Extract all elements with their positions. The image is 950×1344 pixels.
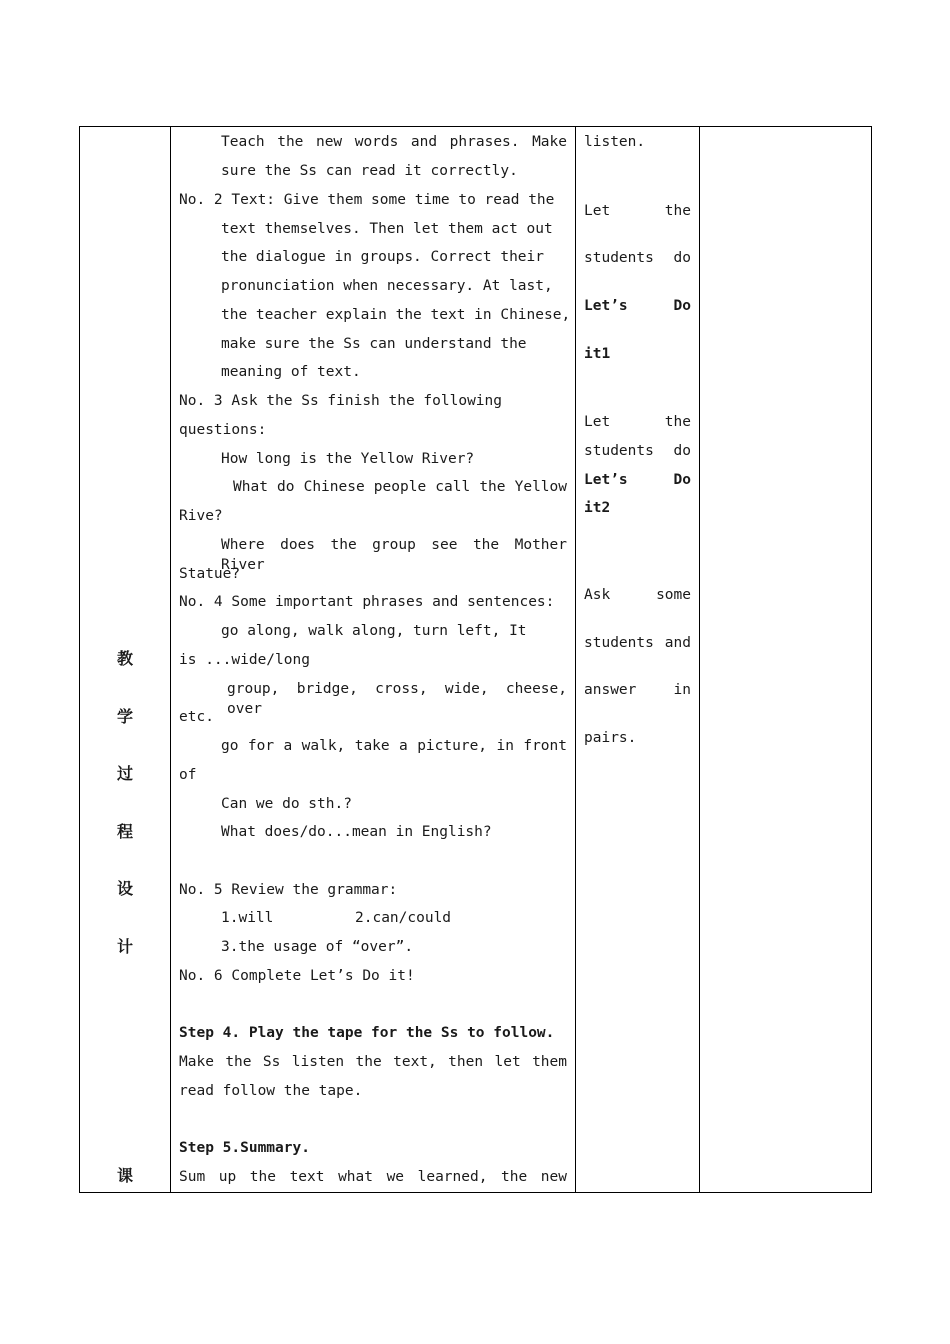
step-line: make sure the Ss can understand the	[221, 336, 527, 352]
phrase-line: What does/do...mean in English?	[221, 824, 492, 840]
activity-line: pairs.	[584, 730, 637, 746]
activity-line: students do	[584, 250, 691, 266]
activity-title: it2	[584, 500, 611, 516]
step-line: pronunciation when necessary. At last,	[221, 278, 553, 294]
activity-title: it1	[584, 346, 611, 362]
step-line: sure the Ss can read it correctly.	[221, 163, 518, 179]
phrase-line: is ...wide/long	[179, 652, 310, 668]
grammar-item: 1.will	[221, 910, 274, 926]
question-line: Statue?	[179, 566, 241, 582]
step-heading: No. 4 Some important phrases and sentences:	[179, 594, 555, 610]
activity-line: listen.	[584, 134, 646, 150]
phrase-line: group, bridge, cross, wide, cheese, over	[227, 681, 567, 717]
phrase-line: etc.	[179, 709, 214, 725]
step-heading: No. 2 Text: Give them some time to read the	[179, 192, 555, 208]
activity-line: Ask some	[584, 587, 691, 603]
step-line: meaning of text.	[221, 364, 361, 380]
label-char: 计	[116, 937, 133, 956]
question-line: How long is the Yellow River?	[221, 451, 475, 467]
question-line: Where does the group see the Mother River	[221, 537, 567, 573]
activity-line: answer in	[584, 682, 691, 698]
teaching-steps-column	[171, 127, 575, 1192]
grammar-item: 3.the usage of “over”.	[221, 939, 414, 955]
activity-title: Let’s Do	[584, 298, 691, 314]
grammar-item: 2.can/could	[355, 910, 452, 926]
step-line: Teach the new words and phrases. Make	[221, 134, 567, 150]
phrase-line: Can we do sth.?	[221, 796, 352, 812]
phrase-line: of	[179, 767, 197, 783]
phrase-line: go along, walk along, turn left, It	[221, 623, 527, 639]
step-heading: No. 3 Ask the Ss finish the following	[179, 393, 503, 409]
label-char: 学	[116, 707, 133, 726]
notes-column	[700, 127, 871, 1192]
step-line: Make the Ss listen the text, then let them	[179, 1054, 567, 1070]
step-heading: No. 5 Review the grammar:	[179, 882, 398, 898]
label-char: 设	[116, 879, 133, 898]
question-line: Rive?	[179, 508, 223, 524]
step-line: the dialogue in groups. Correct their	[221, 249, 545, 265]
label-char: 教	[116, 649, 133, 668]
step-heading: No. 6 Complete Let’s Do it!	[179, 968, 415, 984]
lesson-plan-table	[79, 126, 872, 1193]
step-line: Sum up the text what we learned, the new	[179, 1169, 567, 1185]
activity-line: students do	[584, 443, 691, 459]
student-activity-column	[576, 127, 699, 1192]
step-line: text themselves. Then let them act out	[221, 221, 553, 237]
step-line: questions:	[179, 422, 267, 438]
step-line: read follow the tape.	[179, 1083, 363, 1099]
step-title: Step 5.Summary.	[179, 1140, 310, 1156]
label-char: 程	[116, 822, 133, 841]
label-char: 过	[116, 764, 133, 783]
step-line: the teacher explain the text in Chinese,	[221, 307, 571, 323]
question-line: What do Chinese people call the Yellow	[233, 479, 567, 495]
step-title: Step 4. Play the tape for the Ss to follow.	[179, 1025, 555, 1041]
activity-line: Let the	[584, 414, 691, 430]
activity-line: Let the	[584, 203, 691, 219]
label-char: 课	[116, 1166, 133, 1185]
phrase-line: go for a walk, take a picture, in front	[221, 738, 567, 754]
teaching-process-label-column	[80, 127, 170, 1192]
activity-line: students and	[584, 635, 691, 651]
activity-title: Let’s Do	[584, 472, 691, 488]
